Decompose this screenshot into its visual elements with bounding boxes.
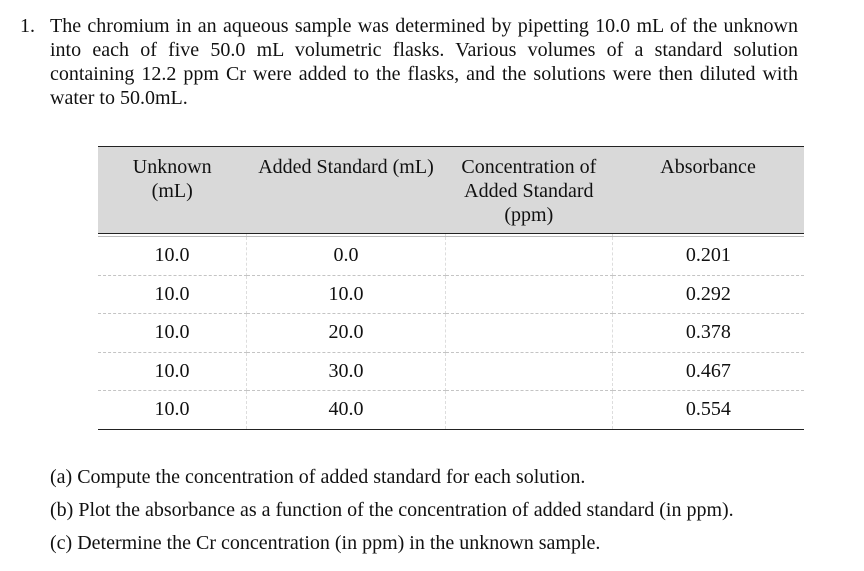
data-table bbox=[98, 146, 804, 430]
table-row bbox=[98, 275, 804, 314]
cell-added-standard: 0.0 bbox=[246, 237, 445, 276]
cell-unknown: 10.0 bbox=[98, 237, 246, 276]
cell-absorbance: 0.554 bbox=[612, 391, 804, 430]
cell-absorbance: 0.467 bbox=[612, 352, 804, 391]
cell-absorbance: 0.201 bbox=[612, 237, 804, 276]
cell-added-standard: 10.0 bbox=[246, 275, 445, 314]
questions-list bbox=[50, 461, 734, 560]
problem-number: 1. bbox=[20, 15, 35, 37]
cell-unknown: 10.0 bbox=[98, 352, 246, 391]
cell-absorbance: 0.378 bbox=[612, 314, 804, 353]
cell-unknown: 10.0 bbox=[98, 275, 246, 314]
cell-added-standard: 30.0 bbox=[246, 352, 445, 391]
cell-concentration bbox=[446, 391, 613, 430]
table-row bbox=[98, 391, 804, 430]
table-row bbox=[98, 237, 804, 276]
cell-concentration bbox=[446, 237, 613, 276]
header-absorbance: Absorbance bbox=[612, 147, 804, 234]
cell-added-standard: 40.0 bbox=[246, 391, 445, 430]
table-header-row bbox=[98, 147, 804, 234]
question-c: (c) Determine the Cr concentration (in ppm) in the unknown sample. bbox=[50, 532, 601, 554]
header-added-standard: Added Standard (mL) bbox=[246, 147, 445, 234]
cell-concentration bbox=[446, 352, 613, 391]
problem-statement: The chromium in an aqueous sample was determined by pipetting 10.0 mL of the unknown into each of five 50.0 mL volumetric flasks. Various volumes of a standard solution containing 12.2 ppm Cr were added to the flasks, and the solutions were then diluted with water to 50.0mL. bbox=[50, 15, 798, 109]
table-row bbox=[98, 352, 804, 391]
cell-unknown: 10.0 bbox=[98, 391, 246, 430]
table-row bbox=[98, 314, 804, 353]
cell-concentration bbox=[446, 275, 613, 314]
cell-unknown: 10.0 bbox=[98, 314, 246, 353]
question-a: (a) Compute the concentration of added standard for each solution. bbox=[50, 466, 586, 488]
cell-added-standard: 20.0 bbox=[246, 314, 445, 353]
header-unknown: Unknown (mL) bbox=[98, 147, 246, 234]
header-concentration: Concentration of Added Standard (ppm) bbox=[446, 147, 613, 234]
cell-concentration bbox=[446, 314, 613, 353]
cell-absorbance: 0.292 bbox=[612, 275, 804, 314]
question-b: (b) Plot the absorbance as a function of the concentration of added standard (in ppm). bbox=[50, 499, 734, 521]
